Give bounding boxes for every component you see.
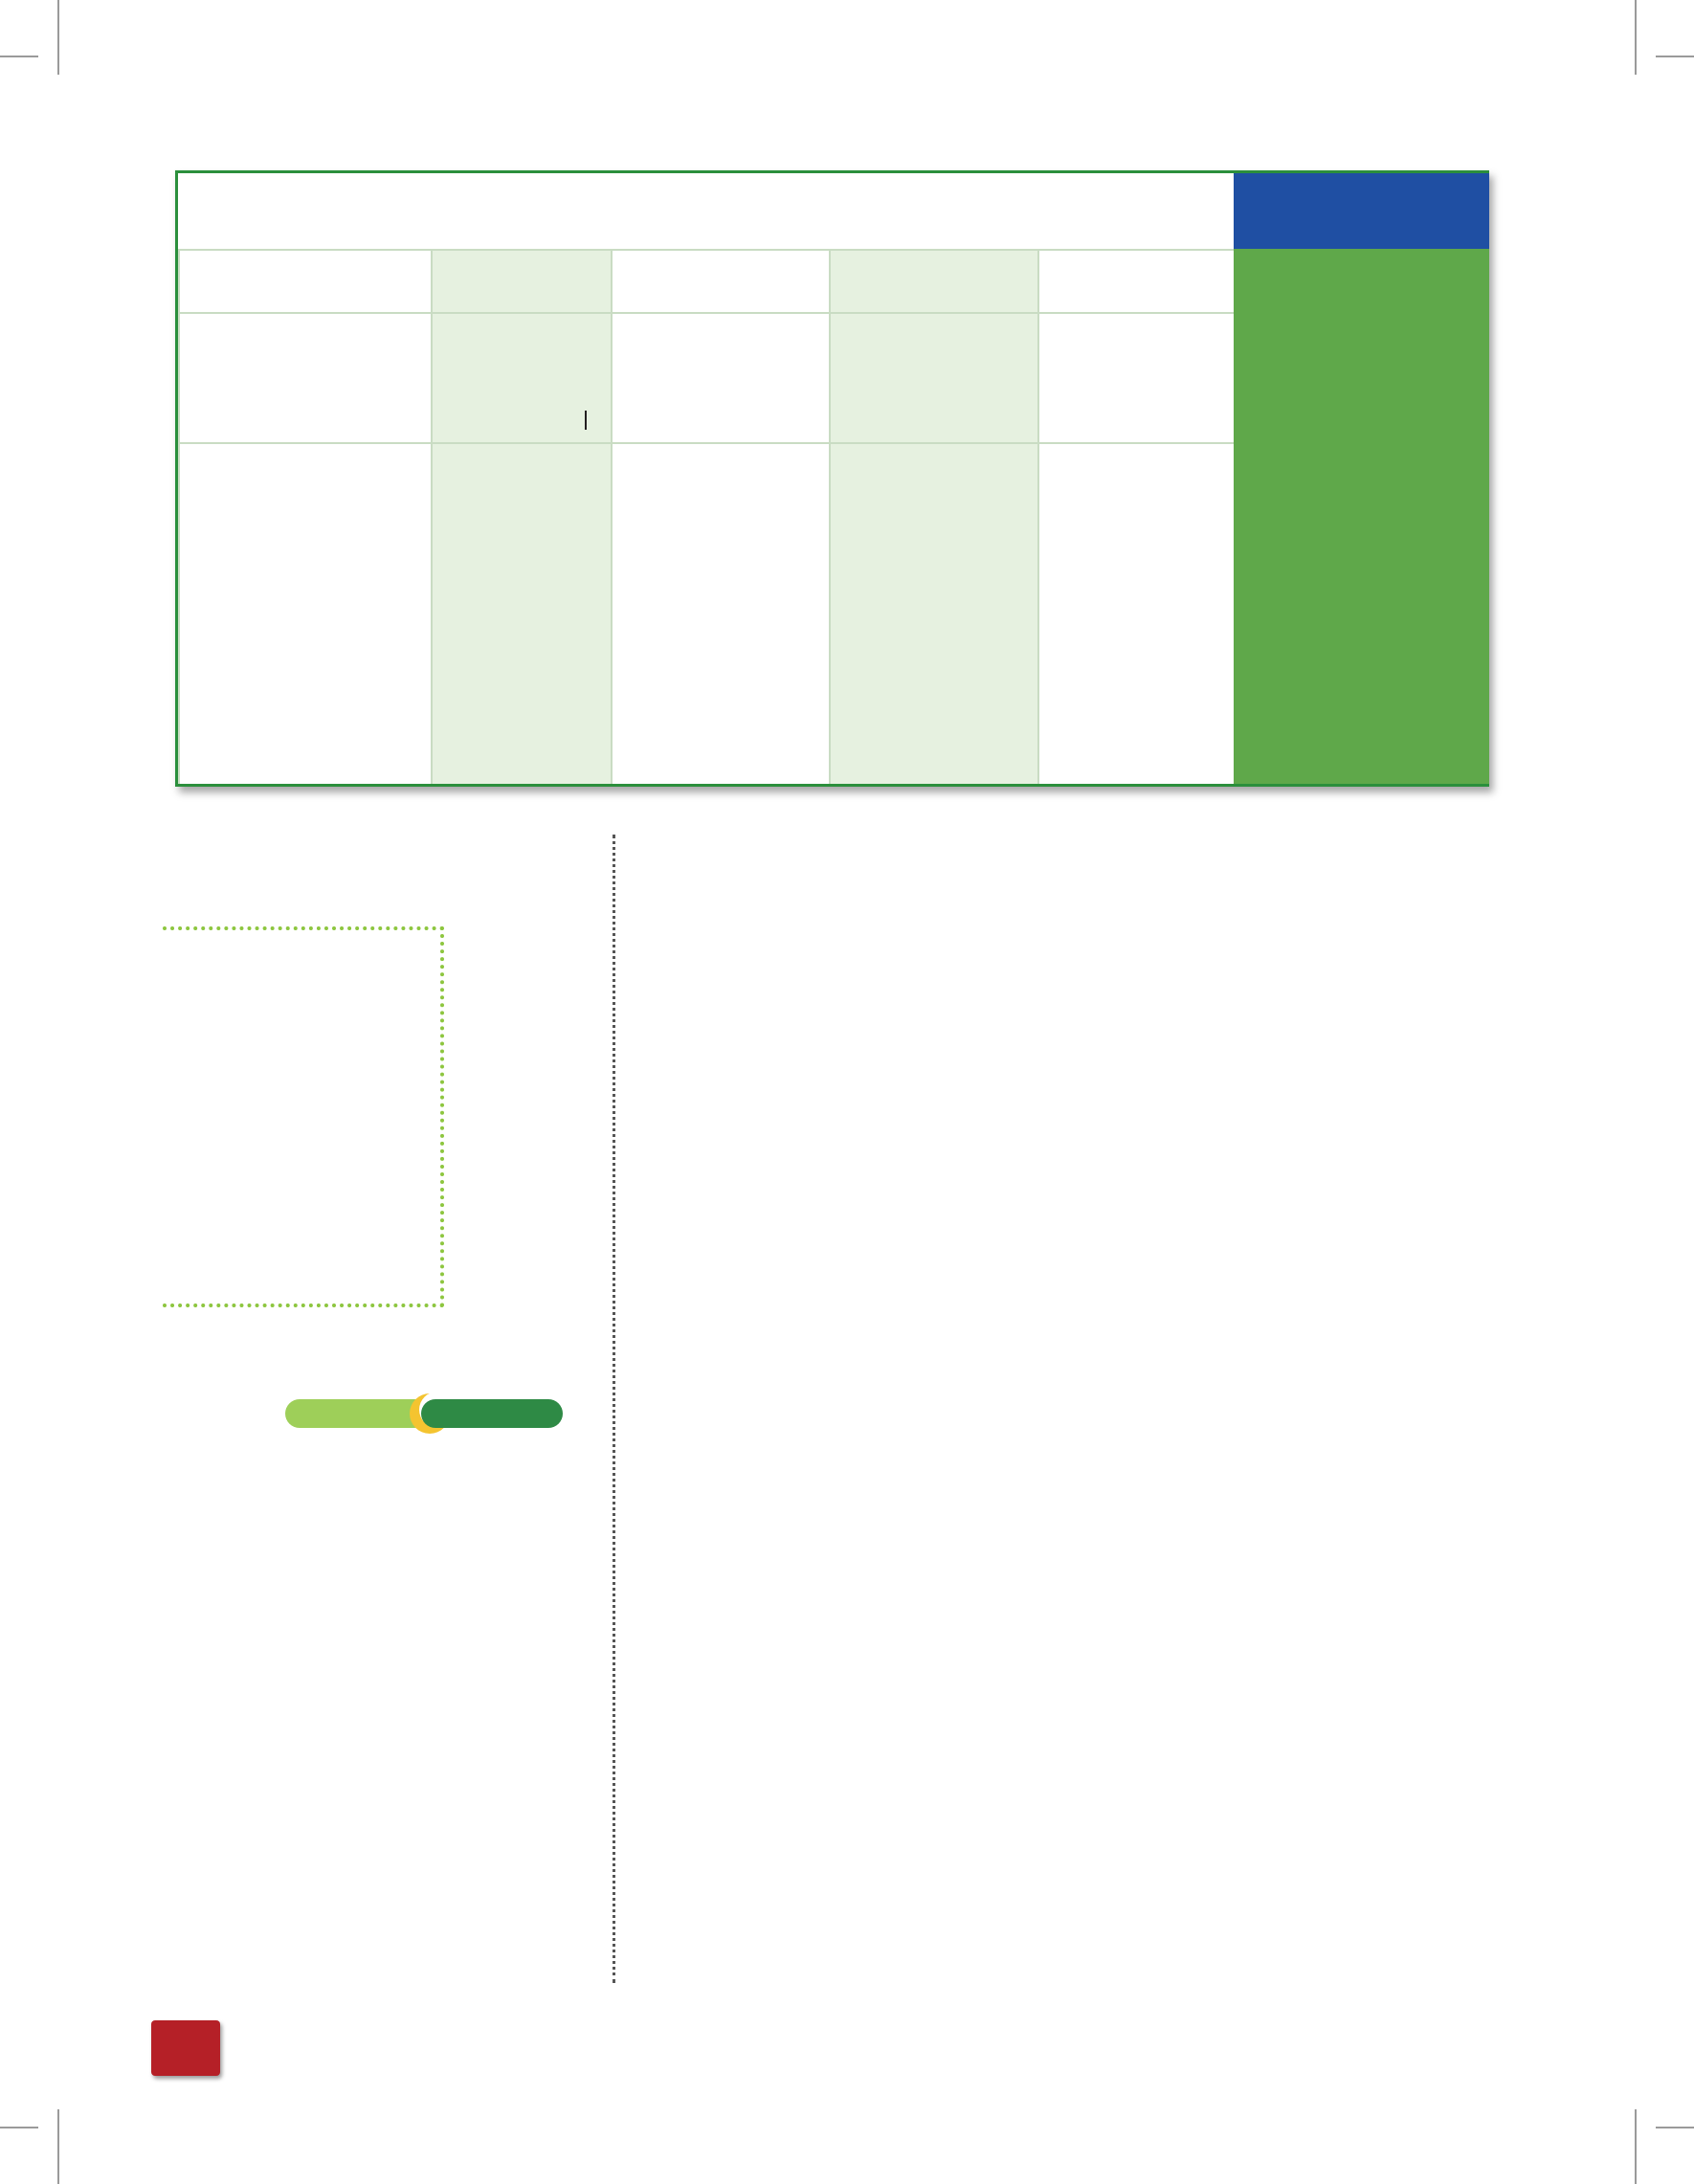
crop-mark: [1635, 2109, 1637, 2184]
alkyl-table: [175, 170, 1489, 787]
crop-mark: [0, 56, 38, 57]
crop-mark: [1656, 56, 1694, 57]
main-text: [639, 840, 1482, 850]
tag-field: [285, 1399, 429, 1428]
structural-formulas: [178, 173, 1486, 784]
health-connection-tag: [285, 1393, 563, 1434]
crop-mark: [57, 2109, 59, 2184]
crop-mark: [1656, 2127, 1694, 2128]
page-number: [151, 2020, 220, 2076]
crop-mark: [57, 0, 59, 75]
tag-link: [421, 1399, 563, 1428]
vocab-box-border: [163, 926, 444, 1307]
crop-mark: [1635, 0, 1637, 75]
crop-mark: [0, 2127, 38, 2128]
vocab-content: [172, 947, 550, 957]
column-divider: [613, 835, 615, 1983]
